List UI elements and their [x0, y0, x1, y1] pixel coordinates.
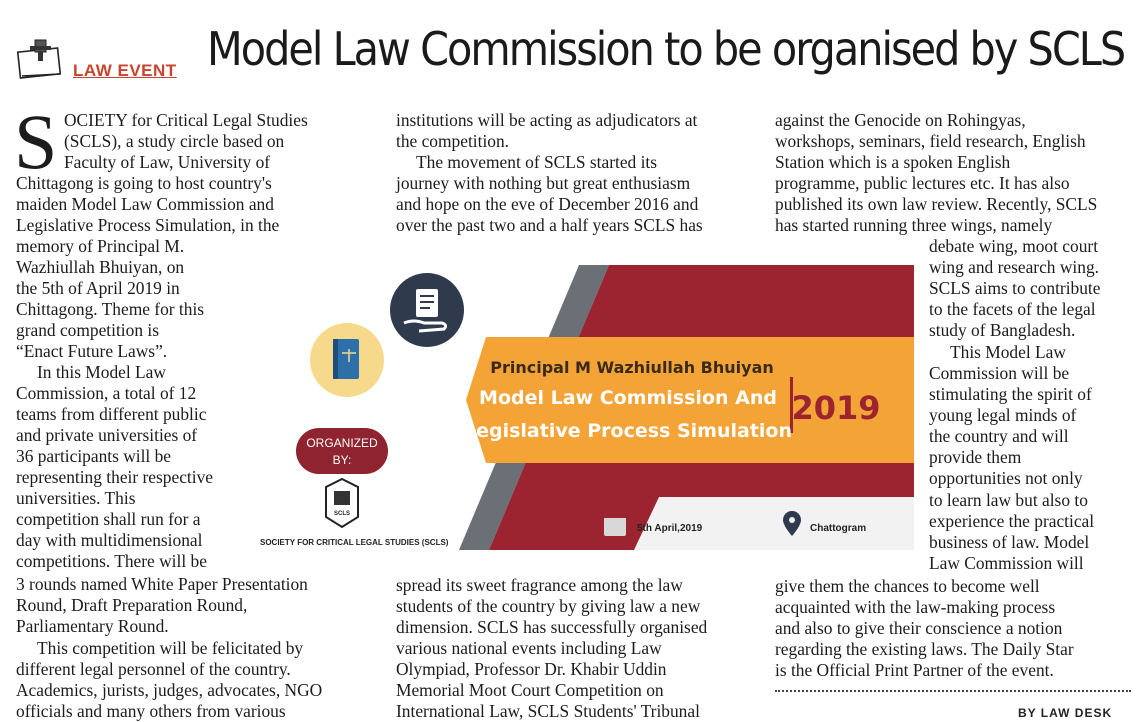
text-line: programme, public lectures etc. It has also [775, 173, 1070, 193]
law-event-icon [16, 36, 66, 82]
organized-label-2: BY: [332, 453, 352, 467]
text-line: Olympiad, Professor Dr. Khabir Uddin [396, 659, 667, 679]
organized-by-pill [296, 428, 388, 474]
article-headline: Model Law Commission to be organised by SCLS [207, 22, 1125, 76]
text-line: young legal minds of [929, 405, 1077, 425]
text-line: stimulating the spirit of [929, 384, 1092, 404]
text-line: Law Commission will [929, 553, 1084, 573]
text-line: “Enact Future Laws”. [16, 341, 168, 361]
text-line: is the Official Print Partner of the event. [775, 660, 1054, 680]
text-line: Wazhiullah Bhuiyan, on [16, 257, 185, 277]
text-line: the 5th of April 2019 in [16, 278, 180, 298]
text-line: grand competition is [16, 320, 159, 340]
text-line: and hope on the eve of December 2016 and [396, 194, 699, 214]
banner-year: 2019 [791, 389, 881, 427]
event-date: 5th April,2019 [637, 523, 703, 534]
text-line: against the Genocide on Rohingyas, [775, 110, 1026, 130]
text-line: and private universities of [16, 425, 198, 445]
text-line: SCLS aims to contribute [929, 278, 1101, 298]
text-line: Commission will be [929, 363, 1070, 383]
text-line: maiden Model Law Commission and [16, 194, 274, 214]
organized-label-1: ORGANIZED [306, 436, 378, 450]
banner-subtitle: Principal M Wazhiullah Bhuiyan [490, 358, 774, 377]
end-separator [775, 690, 1131, 692]
text-line: This Model Law [950, 342, 1066, 362]
text-line: This competition will be felicitated by [37, 638, 304, 658]
text-line: wing and research wing. [929, 257, 1099, 277]
text-line: teams from different public [16, 404, 207, 424]
event-location: Chattogram [810, 523, 867, 534]
text-line: universities. This [16, 488, 136, 508]
text-line: memory of Principal M. [16, 236, 185, 256]
text-line: debate wing, moot court [929, 236, 1099, 256]
text-line: the competition. [396, 131, 510, 151]
text-line: Faculty of Law, University of [64, 152, 271, 172]
text-line: Chittagong. Theme for this [16, 299, 205, 319]
text-line: journey with nothing but great enthusiasm [396, 173, 691, 193]
text-line: the country and will [929, 426, 1069, 446]
banner-title-line1: Model Law Commission And [479, 387, 777, 409]
event-banner [254, 265, 914, 550]
text-line: different legal personnel of the country. [16, 659, 291, 679]
banner-title-line2: Legislative Process Simulation [464, 420, 792, 442]
text-line: provide them [929, 447, 1022, 467]
text-line: Chittagong is going to host country's [16, 173, 272, 193]
section-kicker: LAW EVENT [73, 61, 177, 80]
text-line: OCIETY for Critical Legal Studies [64, 110, 308, 130]
text-line: representing their respective [16, 467, 214, 487]
text-line: officials and many others from various [16, 701, 286, 721]
drop-cap: S [14, 98, 58, 185]
law-book-icon [310, 323, 384, 397]
text-line: competitions. There will be [16, 551, 207, 571]
text-line: Station which is a spoken English [775, 152, 1011, 172]
text-line: Commission, a total of 12 [16, 383, 197, 403]
text-line: give them the chances to become well [775, 576, 1040, 596]
text-line: business of law. Model [929, 532, 1090, 552]
text-line: to learn law but also to [929, 490, 1088, 510]
text-line: Legislative Process Simulation, in the [16, 215, 280, 235]
text-line: Memorial Moot Court Competition on [396, 680, 664, 700]
text-line: opportunities not only [929, 468, 1083, 488]
text-line: experience the practical [929, 511, 1095, 531]
text-line: over the past two and a half years SCLS has [396, 215, 703, 235]
text-line: dimension. SCLS has successfully organised [396, 617, 708, 637]
text-line: The movement of SCLS started its [416, 152, 658, 172]
text-line: 36 participants will be [16, 446, 172, 466]
text-line: published its own law review. Recently, SCLS [775, 194, 1098, 214]
text-line: and also to give their conscience a notion [775, 618, 1063, 638]
text-line: day with multidimensional [16, 530, 203, 550]
text-line: to the facets of the legal [929, 299, 1096, 319]
text-line: International Law, SCLS Students' Tribunal [396, 701, 700, 721]
text-line: various national events including Law [396, 638, 662, 658]
text-line: competition shall run for a [16, 509, 201, 529]
text-line: 3 rounds named White Paper Presentation [16, 574, 308, 594]
document-hand-icon [390, 273, 464, 347]
text-line: students of the country by giving law a new [396, 596, 701, 616]
text-line: Academics, jurists, judges, advocates, NGO [16, 680, 323, 700]
text-line: workshops, seminars, field research, English [775, 131, 1086, 151]
text-line: Round, Draft Preparation Round, [16, 595, 248, 615]
scls-logo-text: SCLS [333, 511, 351, 517]
text-line: has started running three wings, namely [775, 215, 1053, 235]
calendar-icon [603, 511, 627, 537]
text-line: regarding the existing laws. The Daily Star [775, 639, 1074, 659]
society-name: SOCIETY FOR CRITICAL LEGAL STUDIES (SCLS) [260, 538, 449, 547]
scls-logo [326, 479, 358, 527]
text-line: institutions will be acting as adjudicators at [396, 110, 698, 130]
text-line: acquainted with the law-making process [775, 597, 1056, 617]
text-line: In this Model Law [37, 362, 166, 382]
byline: BY LAW DESK [1018, 706, 1113, 720]
text-line: study of Bangladesh. [929, 320, 1076, 340]
text-line: (SCLS), a study circle based on [64, 131, 285, 151]
text-line: Parliamentary Round. [16, 616, 169, 636]
text-line: spread its sweet fragrance among the law [396, 575, 683, 595]
